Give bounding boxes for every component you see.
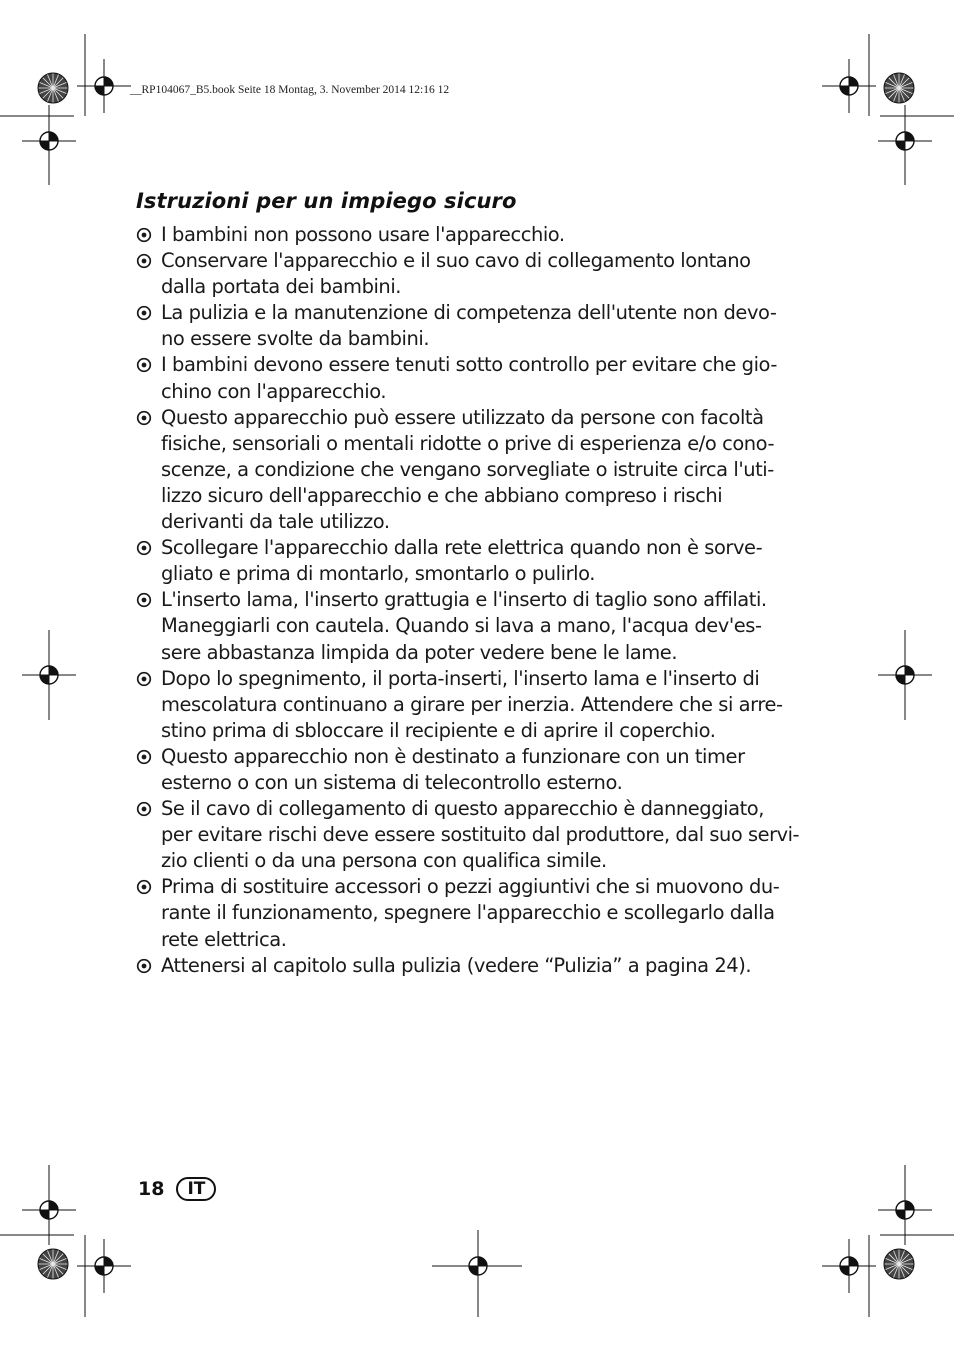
list-item-line: dalla portata dei bambini.	[161, 275, 402, 299]
list-item-line: La pulizia e la manutenzione di competenza dell'utente non devo-	[161, 301, 777, 325]
list-item-line: I bambini non possono usare l'apparecchio.	[161, 223, 565, 246]
list-item	[136, 874, 800, 952]
section-title: Istruzioni per un impiego sicuro	[136, 189, 517, 213]
list-item	[136, 744, 800, 796]
list-item-line: Questo apparecchio può essere utilizzato da persone con facoltà	[161, 405, 764, 429]
circled-dot-icon	[136, 357, 152, 373]
page-footer	[138, 1177, 216, 1201]
list-item	[136, 222, 800, 248]
list-item-line: stino prima di sbloccare il recipiente e di aprire il coperchio.	[161, 718, 716, 742]
list-item-line: lizzo sicuro dell'apparecchio e che abbiano compreso i rischi	[161, 483, 723, 507]
safety-instructions-list	[136, 222, 800, 979]
list-item-line: scenze, a condizione che vengano sorvegliate o istruite circa l'uti-	[161, 457, 774, 481]
list-item-line: Dopo lo spegnimento, il porta-inserti, l'inserto lama e l'inserto di	[161, 666, 760, 690]
list-item-line: L'inserto lama, l'inserto grattugia e l'inserto di taglio sono affilati.	[161, 588, 767, 612]
circled-dot-icon	[136, 253, 152, 269]
circled-dot-icon	[136, 671, 152, 687]
list-item-line: esterno o con un sistema di telecontrollo esterno.	[161, 770, 623, 794]
print-header-info: __RP104067_B5.book Seite 18 Montag, 3. November 2014 12:16 12	[130, 84, 450, 96]
list-item-line: Maneggiarli con cautela. Quando si lava a mano, l'acqua dev'es-	[161, 614, 762, 638]
list-item-line: Attenersi al capitolo sulla pulizia (vedere “Pulizia” a pagina 24).	[161, 953, 752, 977]
list-item	[136, 796, 800, 874]
language-badge: IT	[176, 1177, 216, 1201]
list-item	[136, 352, 800, 404]
list-item	[136, 666, 800, 744]
circled-dot-icon	[136, 227, 152, 243]
circled-dot-icon	[136, 749, 152, 765]
list-item-line: Questo apparecchio non è destinato a funzionare con un timer	[161, 744, 745, 768]
list-item-line: fisiche, sensoriali o mentali ridotte o prive di esperienza e/o cono-	[161, 431, 775, 455]
circled-dot-icon	[136, 592, 152, 608]
list-item-line: sere abbastanza limpida da poter vedere bene le lame.	[161, 640, 678, 664]
circled-dot-icon	[136, 540, 152, 556]
list-item-line: rete elettrica.	[161, 927, 287, 951]
list-item	[136, 953, 800, 979]
circled-dot-icon	[136, 410, 152, 426]
list-item-line: rante il funzionamento, spegnere l'apparecchio e scollegarlo dalla	[161, 901, 775, 925]
circled-dot-icon	[136, 879, 152, 895]
circled-dot-icon	[136, 958, 152, 974]
circled-dot-icon	[136, 305, 152, 321]
page-number: 18	[138, 1178, 165, 1200]
list-item-line: zio clienti o da una persona con qualifica simile.	[161, 849, 607, 873]
list-item-line: gliato e prima di montarlo, smontarlo o pulirlo.	[161, 562, 595, 586]
list-item	[136, 300, 800, 352]
list-item-line: derivanti da tale utilizzo.	[161, 510, 390, 534]
circled-dot-icon	[136, 801, 152, 817]
list-item	[136, 587, 800, 665]
list-item-line: I bambini devono essere tenuti sotto controllo per evitare che gio-	[161, 353, 777, 377]
list-item	[136, 248, 800, 300]
list-item-line: mescolatura continuano a girare per inerzia. Attendere che si arre-	[161, 692, 783, 716]
list-item-line: chino con l'apparecchio.	[161, 379, 387, 403]
list-item-line: Conservare l'apparecchio e il suo cavo di collegamento lontano	[161, 249, 751, 273]
list-item-line: Se il cavo di collegamento di questo apparecchio è danneggiato,	[161, 797, 764, 821]
list-item-line: Scollegare l'apparecchio dalla rete elettrica quando non è sorve-	[161, 536, 763, 560]
list-item-line: per evitare rischi deve essere sostituito dal produttore, dal suo servi-	[161, 823, 800, 847]
list-item-line: no essere svolte da bambini.	[161, 327, 430, 351]
list-item	[136, 405, 800, 535]
list-item	[136, 535, 800, 587]
list-item-line: Prima di sostituire accessori o pezzi aggiuntivi che si muovono du-	[161, 875, 780, 899]
